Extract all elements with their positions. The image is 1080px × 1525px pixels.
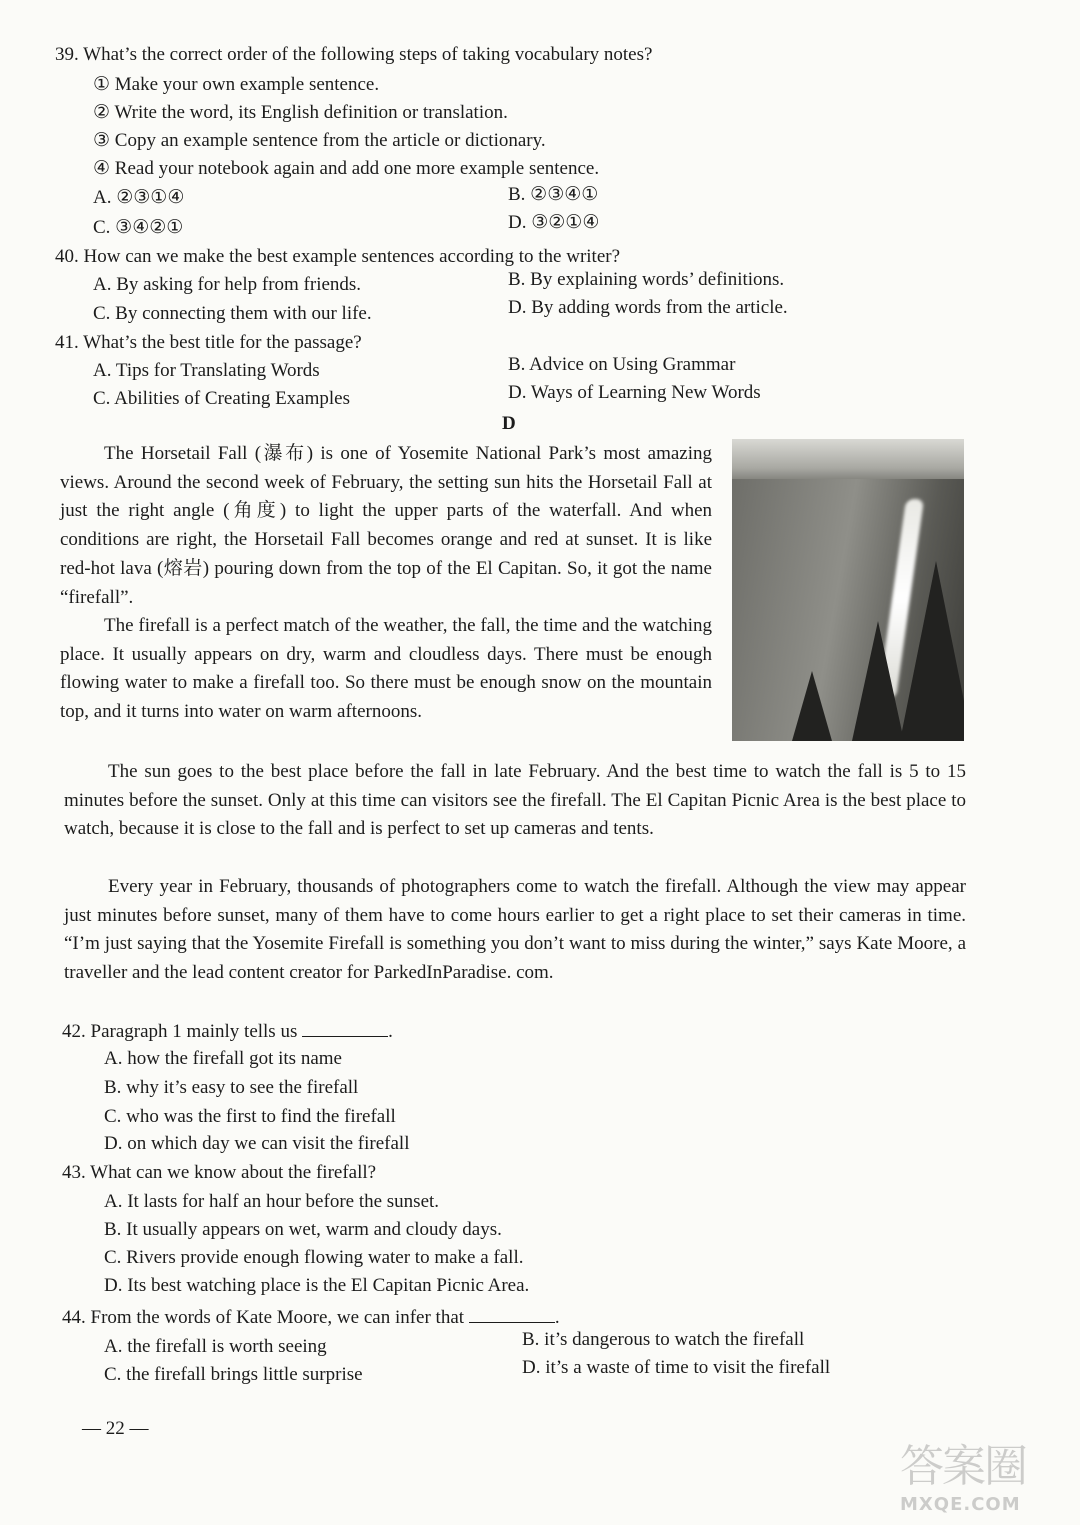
- q39-step-3: ③ Copy an example sentence from the article or dictionary.: [93, 130, 546, 151]
- q44-option-b[interactable]: B. it’s dangerous to watch the firefall: [522, 1329, 805, 1350]
- q39-step-4: ④ Read your notebook again and add one more example sentence.: [93, 158, 600, 179]
- passage-paragraph-3: The sun goes to the best place before the fall in late February. And the best time to watch the fall is 5 to 15 minutes before the sunset. Only at this time can visitors see the firefall. The El Capitan Picnic Area is the best place to watch, because it is close to the fall and is perfect to set up cameras and tents.: [64, 761, 966, 840]
- q43-option-c[interactable]: C. Rivers provide enough flowing water to make a fall.: [104, 1247, 524, 1268]
- q41-option-a[interactable]: A. Tips for Translating Words: [93, 360, 320, 381]
- q40-option-a[interactable]: A. By asking for help from friends.: [93, 274, 362, 295]
- q39-option-d[interactable]: D. ③②①④: [508, 212, 600, 233]
- site-watermark: [900, 1430, 1070, 1520]
- q40-option-c[interactable]: C. By connecting them with our life.: [93, 303, 372, 324]
- q41-option-c[interactable]: C. Abilities of Creating Examples: [93, 388, 350, 409]
- question-39-stem: 39. What’s the correct order of the following steps of taking vocabulary notes?: [55, 44, 653, 65]
- q44-stem-end: .: [554, 1307, 560, 1328]
- q41-option-d[interactable]: D. Ways of Learning New Words: [508, 382, 761, 403]
- q42-stem-end: .: [388, 1021, 393, 1042]
- q39-option-a[interactable]: A. ②③①④: [93, 187, 185, 208]
- q42-stem-text: 42. Paragraph 1 mainly tells us: [62, 1021, 298, 1042]
- q44-option-d[interactable]: D. it’s a waste of time to visit the firefall: [522, 1357, 831, 1378]
- question-40-stem: 40. How can we make the best example sentences according to the writer?: [55, 246, 621, 267]
- section-label: D: [502, 413, 516, 434]
- q44-answer-blank: [469, 1304, 555, 1323]
- question-41-stem: 41. What’s the best title for the passage?: [55, 332, 362, 353]
- q42-answer-blank: [302, 1018, 388, 1037]
- watermark-logo: 答案圈: [900, 1441, 1026, 1492]
- watermark-url: MXQE.COM: [900, 1494, 1021, 1515]
- q39-option-c[interactable]: C. ③④②①: [93, 217, 184, 238]
- question-43-stem: 43. What can we know about the firefall?: [62, 1162, 377, 1183]
- waterfall-photo: [732, 439, 964, 741]
- q44-option-a[interactable]: A. the firefall is worth seeing: [104, 1336, 327, 1357]
- q43-option-d[interactable]: D. Its best watching place is the El Capitan Picnic Area.: [104, 1275, 530, 1296]
- q40-option-b[interactable]: B. By explaining words’ definitions.: [508, 269, 785, 290]
- page-number: — 22 —: [82, 1418, 149, 1439]
- passage-paragraph-4: Every year in February, thousands of photographers come to watch the firefall. Although the view may appear just minutes before sunset, many of them have to come hours earlier to get a right place to set their cameras in time. “I’m just saying that the Yosemite Firefall is something you don’t want to miss during the winter,” says Kate Moore, a traveller and the lead content creator for ParkedInParadise. com.: [64, 876, 966, 984]
- q41-option-b[interactable]: B. Advice on Using Grammar: [508, 354, 736, 375]
- passage-paragraph-1: The Horsetail Fall (瀑布) is one of Yosemite National Park’s most amazing views. Around the second week of February, the setting sun hits the Horsetail Fall at just the right angle (角度) to light the upper parts of the waterfall. And when conditions are right, the Horsetail Fall becomes orange and red at sunset. It is like red-hot lava (熔岩) pouring down from the top of the El Capitan. So, it got the name “firefall”.: [60, 443, 712, 608]
- question-42-stem: [62, 1018, 393, 1045]
- q44-option-c[interactable]: C. the firefall brings little surprise: [104, 1364, 363, 1385]
- q39-step-2: ② Write the word, its English definition or translation.: [93, 102, 508, 123]
- q42-option-d[interactable]: D. on which day we can visit the firefall: [104, 1133, 410, 1154]
- q39-step-1: ① Make your own example sentence.: [93, 74, 380, 95]
- q43-option-b[interactable]: B. It usually appears on wet, warm and cloudy days.: [104, 1219, 502, 1240]
- question-44-stem: [62, 1304, 560, 1331]
- q44-stem-text: 44. From the words of Kate Moore, we can infer that: [62, 1307, 465, 1328]
- q42-option-c[interactable]: C. who was the first to find the firefall: [104, 1106, 396, 1127]
- q42-option-a[interactable]: A. how the firefall got its name: [104, 1048, 342, 1069]
- q43-option-a[interactable]: A. It lasts for half an hour before the sunset.: [104, 1191, 440, 1212]
- q39-option-b[interactable]: B. ②③④①: [508, 184, 599, 205]
- q42-option-b[interactable]: B. why it’s easy to see the firefall: [104, 1077, 359, 1098]
- q40-option-d[interactable]: D. By adding words from the article.: [508, 297, 788, 318]
- passage-paragraph-2: The firefall is a perfect match of the weather, the fall, the time and the watching place. It usually appears on dry, warm and cloudless days. There must be enough flowing water to make a firefall too. So there must be enough snow on the mountain top, and it turns into water on warm afternoons.: [60, 615, 712, 723]
